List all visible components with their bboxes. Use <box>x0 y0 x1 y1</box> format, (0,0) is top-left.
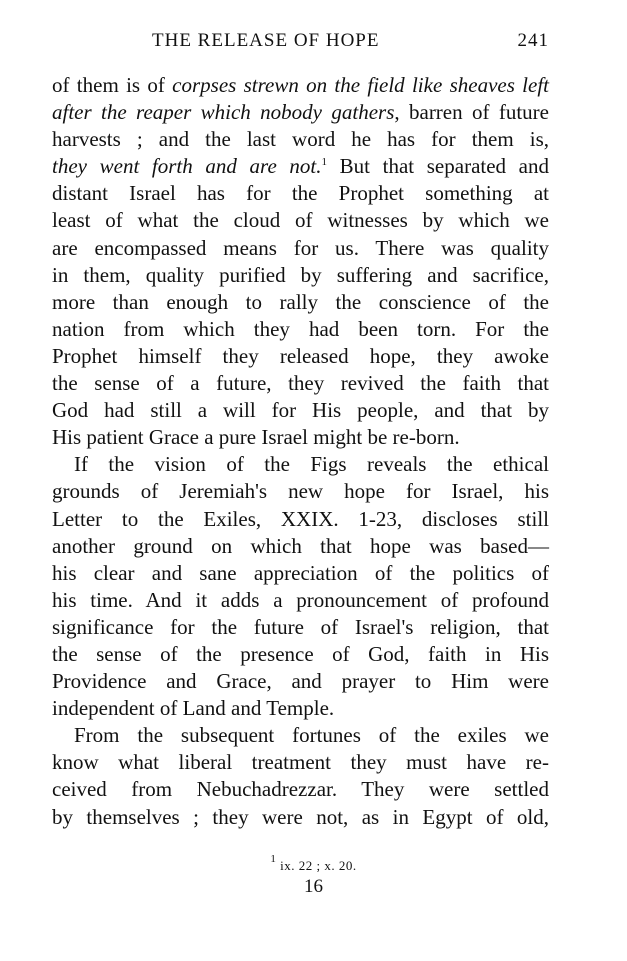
page-number: 241 <box>517 30 549 51</box>
text-line <box>52 289 549 316</box>
text-line <box>52 262 549 289</box>
text-segment: distant Israel has for the Prophet something at <box>52 181 549 206</box>
running-title: THE RELEASE OF HOPE <box>152 30 380 51</box>
text-line <box>52 207 549 234</box>
text-line <box>52 668 549 695</box>
text-segment: are encompassed means for us. There was quality <box>52 235 549 260</box>
text-segment: If the vision of the Figs reveals the ethical <box>74 452 549 477</box>
text-line <box>52 695 549 722</box>
text-segment: they went forth and are not. <box>52 154 322 179</box>
text-line <box>52 180 549 207</box>
text-line <box>52 235 549 262</box>
text-segment: Prophet himself they released hope, they awoke <box>52 343 549 368</box>
text-line <box>52 370 549 397</box>
footnote-reference: 1 <box>321 156 327 169</box>
text-segment: grounds of Jeremiah's new hope for Israel, his <box>52 479 549 504</box>
text-segment: ceived from Nebuchadrezzar. They were settled <box>52 777 549 802</box>
text-segment: From the subsequent fortunes of the exiles we <box>74 723 549 748</box>
text-segment: know what liberal treatment they must have re- <box>52 750 549 775</box>
text-segment: more than enough to rally the conscience of the <box>52 289 549 314</box>
text-segment: But that separated and <box>327 154 550 179</box>
text-line <box>52 316 549 343</box>
text-segment: independent of Land and Temple. <box>52 696 335 721</box>
text-segment: another ground on which that hope was based— <box>52 533 549 558</box>
text-line <box>52 397 549 424</box>
text-line <box>52 506 549 533</box>
signature-mark: 16 <box>304 876 323 897</box>
text-line <box>52 587 549 614</box>
text-segment: nation from which they had been torn. For the <box>52 316 549 341</box>
text-line <box>52 749 549 776</box>
text-line <box>52 776 549 803</box>
text-line <box>52 722 549 749</box>
text-segment: significance for the future of Israel's religion, that <box>52 614 549 639</box>
text-line <box>52 424 549 451</box>
footnote-text: ix. 22 ; x. 20. <box>276 858 357 873</box>
text-segment: after the reaper which nobody gathers <box>52 100 395 125</box>
text-segment: Providence and Grace, and prayer to Him were <box>52 669 549 694</box>
text-line <box>52 72 549 99</box>
text-line <box>52 451 549 478</box>
text-segment: his time. And it adds a pronouncement of profound <box>52 587 549 612</box>
text-segment: God had still a will for His people, and that by <box>52 398 549 423</box>
footnote-marker: 1 <box>270 853 277 865</box>
text-line <box>52 153 549 180</box>
footnote <box>0 853 627 874</box>
text-segment: the sense of the presence of God, faith in His <box>52 641 549 666</box>
text-segment: Letter to the Exiles, XXIX. 1-23, discloses still <box>52 506 549 531</box>
body-text <box>52 72 549 831</box>
text-segment: corpses strewn on the field like sheaves left <box>172 73 550 97</box>
text-segment: of them is of <box>52 73 173 97</box>
text-line <box>52 614 549 641</box>
text-line <box>52 533 549 560</box>
text-line <box>52 126 549 153</box>
text-line <box>52 804 549 831</box>
text-line <box>52 641 549 668</box>
text-line <box>52 343 549 370</box>
text-segment: the sense of a future, they revived the faith that <box>52 371 549 396</box>
text-line <box>52 560 549 587</box>
text-line <box>52 99 549 126</box>
text-segment: by themselves ; they were not, as in Egypt of old, <box>52 804 549 829</box>
text-segment: his clear and sane appreciation of the politics of <box>52 560 549 585</box>
text-segment: , barren of future <box>394 100 550 125</box>
text-segment: harvests ; and the last word he has for them is, <box>52 127 549 152</box>
text-segment: His patient Grace a pure Israel might be re-born. <box>52 425 460 450</box>
running-header <box>52 30 549 58</box>
text-line <box>52 478 549 505</box>
text-segment: least of what the cloud of witnesses by which we <box>52 208 549 233</box>
text-segment: in them, quality purified by suffering and sacrifice, <box>52 262 549 287</box>
